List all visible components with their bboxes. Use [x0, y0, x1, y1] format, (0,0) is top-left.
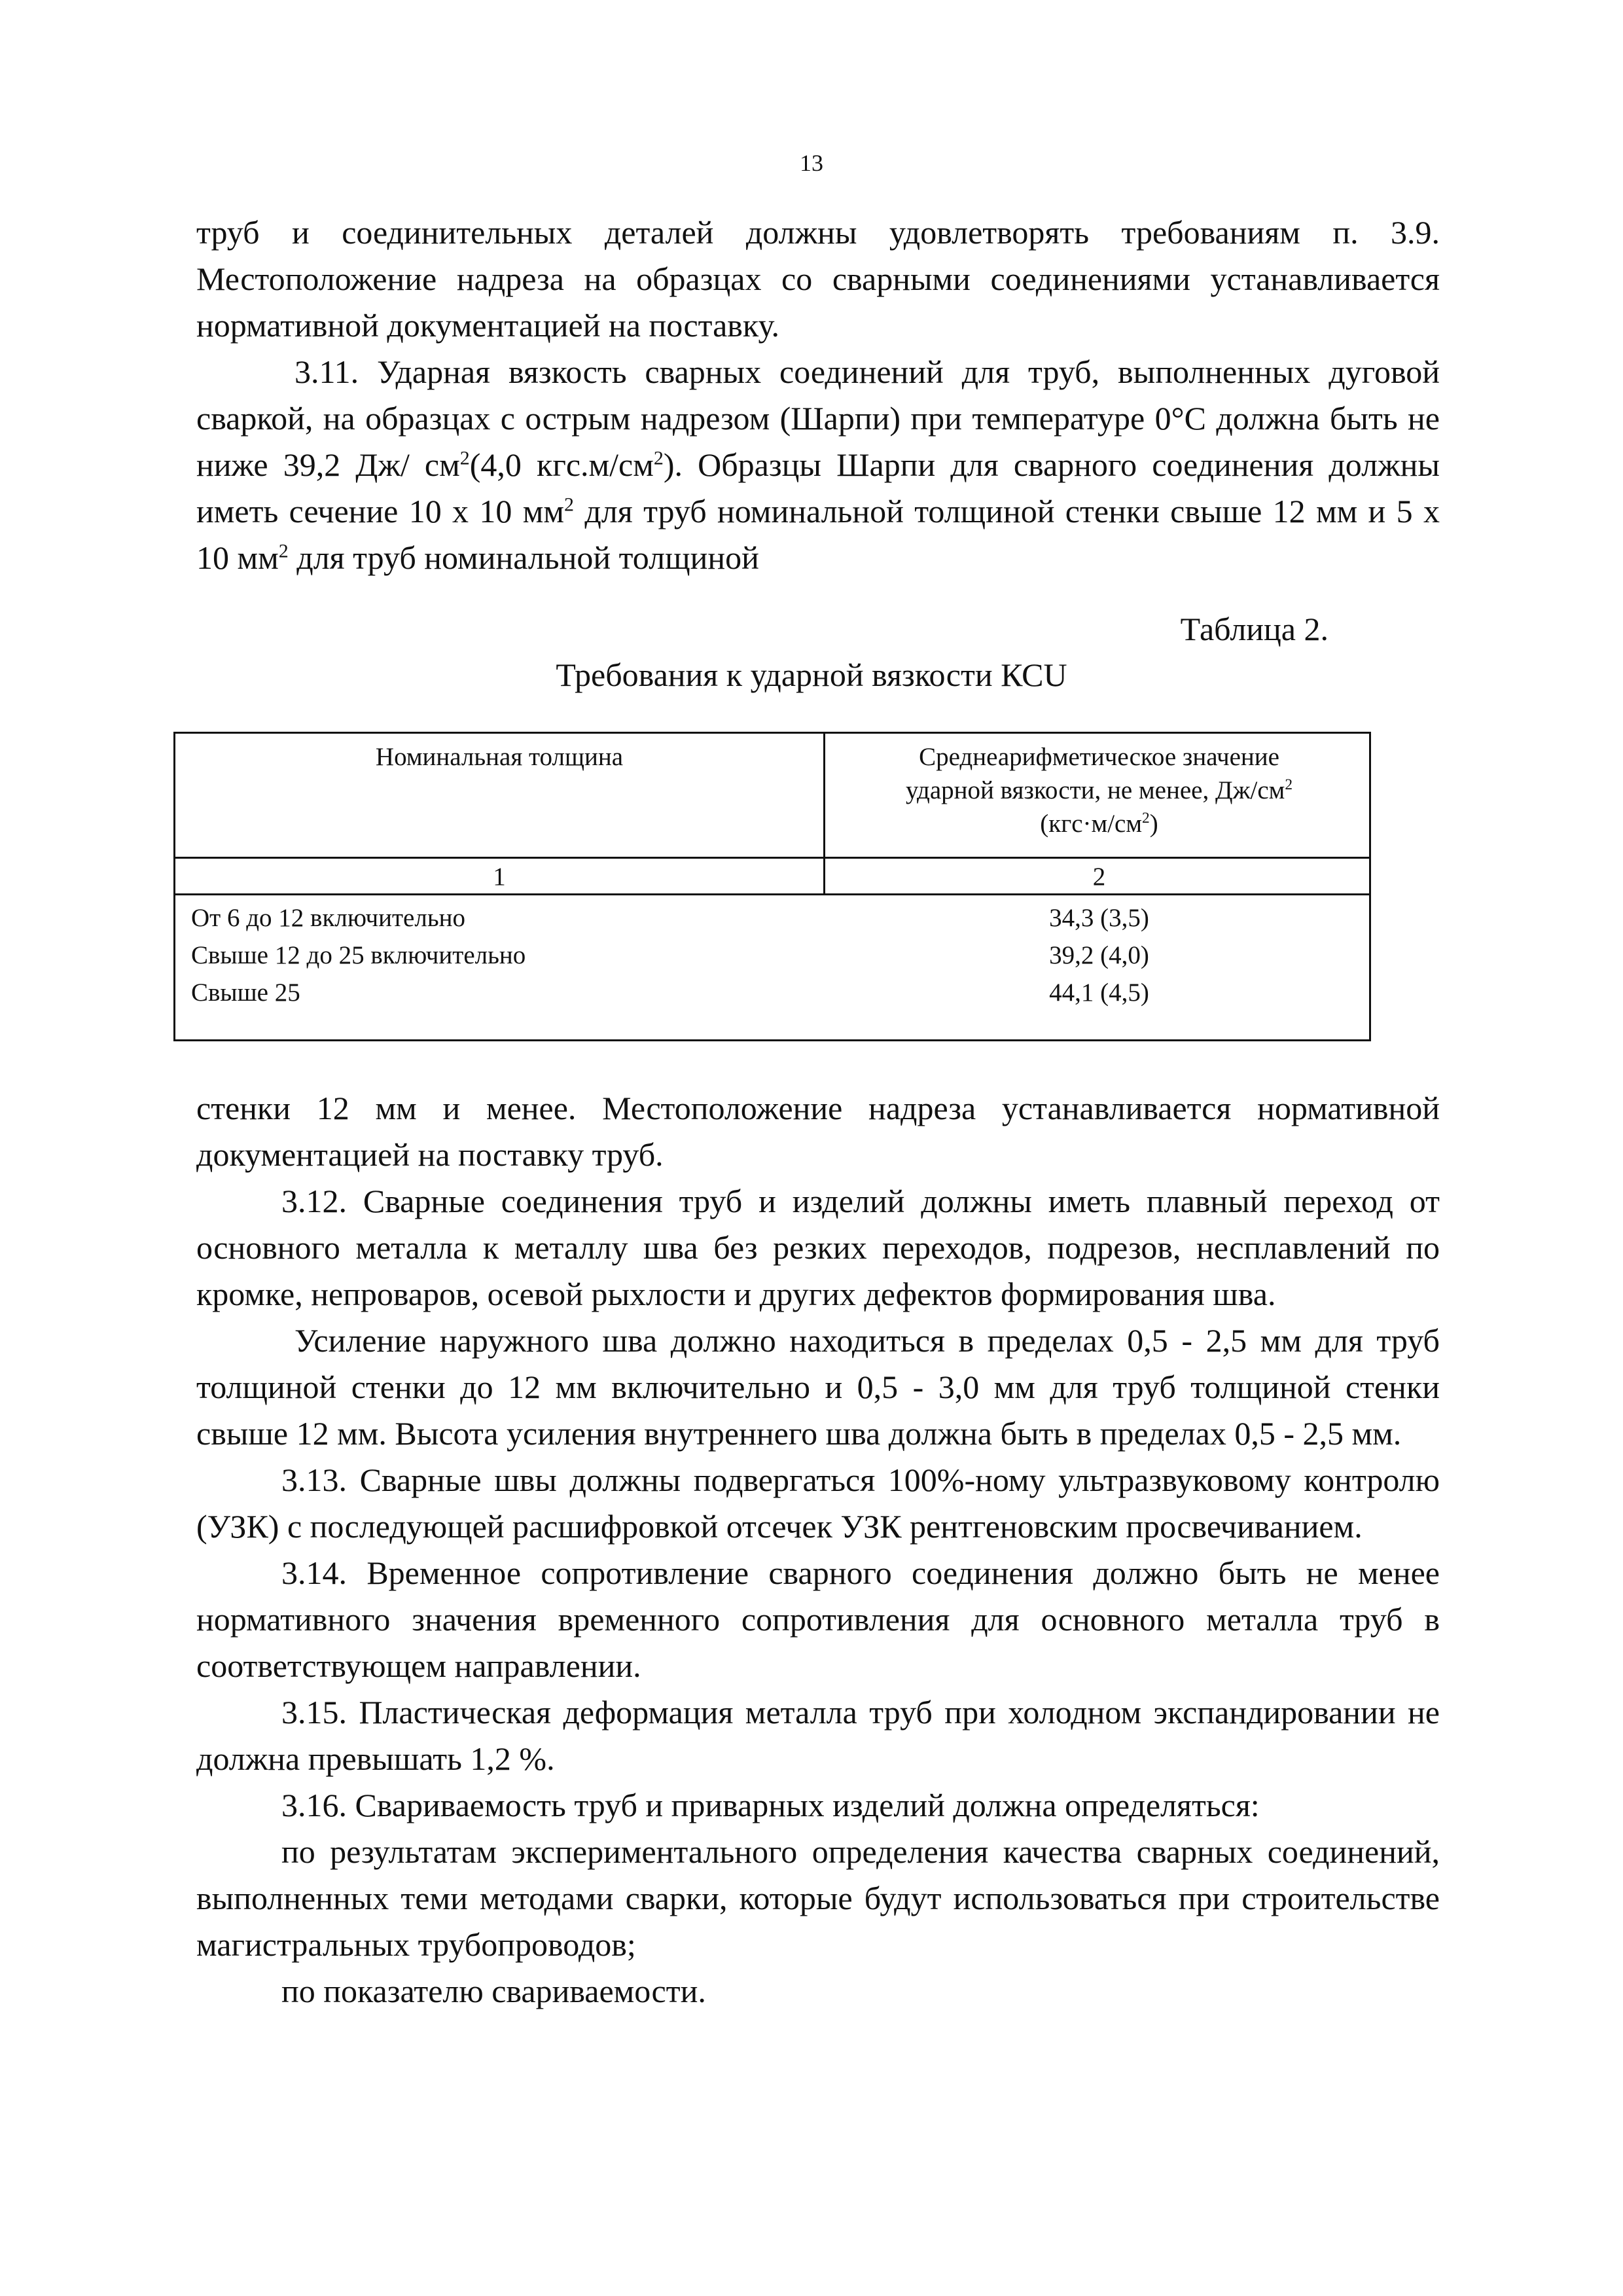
column-header-thickness: Номинальная толщина: [375, 743, 624, 771]
thickness-cell: Свыше 25: [191, 978, 300, 1007]
thickness-cell: От 6 до 12 включительно: [191, 904, 465, 932]
table-title: Требования к ударной вязкости КСU: [556, 656, 1067, 693]
column-header-line-2-text: ударной вязкости, не менее, Дж/см: [905, 776, 1285, 804]
paragraph-3-12: 3.12. Сварные соединения труб и изделий должны иметь плавный переход от основного металла к металлу шва без резких переходов, подрезов, несплавлений по кромке, непроваров, осевой рыхлости и других дефектов формирования шва.: [196, 1183, 1440, 1312]
page-number: 13: [800, 150, 823, 176]
column-header-line-3-text: (кгс·м/см: [1040, 810, 1143, 838]
superscript-2: 2: [459, 447, 470, 469]
impact-value-cell: 34,3 (3,5): [1049, 904, 1149, 932]
table-column-divider: [823, 734, 825, 895]
paragraph-3-11-text-5: для труб номинальной толщиной: [288, 539, 759, 576]
paragraph-3-13: 3.13. Сварные швы должны подвергаться 100%-ному ультразвуковому контролю (УЗК) с последующей расшифровкой отсечек УЗК рентгеновским просвечиванием.: [196, 1462, 1440, 1545]
superscript-2: 2: [278, 540, 289, 562]
body-text: [196, 1085, 1440, 2015]
table-column-numbers-row: [175, 859, 1369, 895]
column-header-line-3: [825, 807, 1373, 840]
paragraph-pipes-notch: труб и соединительных деталей должны удовлетворять требованиям п. 3.9. Местоположение надреза на образцах со сварными соединениями устанавливается нормативной документацией на поставку.: [196, 214, 1440, 344]
column-header-line-1: Среднеарифметическое значение: [919, 743, 1279, 771]
paragraph-weld-reinforcement: Усиление наружного шва должно находиться в пределах 0,5 - 2,5 мм для труб толщиной стенки до 12 мм включительно и 0,5 - 3,0 мм для труб толщиной стенки свыше 12 мм. Высота усиления внутреннего шва должна быть в пределах 0,5 - 2,5 мм.: [196, 1322, 1440, 1452]
paragraph-3-15: 3.15. Пластическая деформация металла труб при холодном экспандировании не должна превышать 1,2 %.: [196, 1694, 1440, 1777]
column-number-2: 2: [1092, 863, 1106, 891]
table-row: [175, 939, 1369, 976]
thickness-cell: Свыше 12 до 25 включительно: [191, 941, 526, 969]
table-label: Таблица 2.: [1180, 611, 1329, 647]
column-header-impact-value: [825, 740, 1373, 840]
superscript-2: 2: [1142, 810, 1150, 827]
paragraph-3-11-text-4: для труб номинальной толщиной стенки свыше 12 мм и 5 х 10 мм: [196, 493, 1440, 576]
column-header-line-3-end: ): [1149, 810, 1158, 838]
impact-value-cell: 44,1 (4,5): [1049, 978, 1149, 1007]
paragraph-3-14: 3.14. Временное сопротивление сварного соединения должно быть не менее нормативного значения временного сопротивления для основного металла труб в соответствующем направлении.: [196, 1554, 1440, 1684]
paragraph-3-16: 3.16. Свариваемость труб и приварных изделий должна определяться:: [281, 1787, 1260, 1823]
paragraph-3-11-text-3: ). Образцы Шарпи для сварного соединения должны иметь сечение 10 х 10 мм: [196, 446, 1440, 529]
intro-text: [196, 209, 1440, 581]
paragraph-3-16-item-1: по результатам экспериментального определения качества сварных соединений, выполненных теми методами сварки, которые будут использоваться при строительстве магистральных трубопроводов;: [196, 1833, 1440, 1963]
paragraph-3-11: [196, 349, 1440, 581]
superscript-2: 2: [564, 493, 575, 516]
impact-value-cell: 39,2 (4,0): [1049, 941, 1149, 969]
table-header-row: [175, 734, 1369, 859]
paragraph-continuation: стенки 12 мм и менее. Местоположение надреза устанавливается нормативной документацией на поставку труб.: [196, 1090, 1440, 1173]
paragraph-3-11-text-1: 3.11. Ударная вязкость сварных соединений для труб, выполненных дуговой сваркой, на образцах с острым надрезом (Шарпи) при температуре 0°С должна быть не ниже 39,2 Дж/ см: [196, 353, 1440, 483]
table-body: [175, 901, 1369, 1013]
impact-strength-table: [173, 732, 1371, 1041]
superscript-2: 2: [1285, 776, 1293, 793]
paragraph-3-11-text-2: (4,0 кгс.м/см: [469, 446, 654, 483]
column-header-line-2: [825, 774, 1373, 807]
table-row: [175, 976, 1369, 1013]
superscript-2: 2: [653, 447, 664, 469]
paragraph-3-16-item-2: по показателю свариваемости.: [281, 1973, 706, 2009]
column-number-1: 1: [493, 863, 506, 891]
table-row: [175, 901, 1369, 939]
